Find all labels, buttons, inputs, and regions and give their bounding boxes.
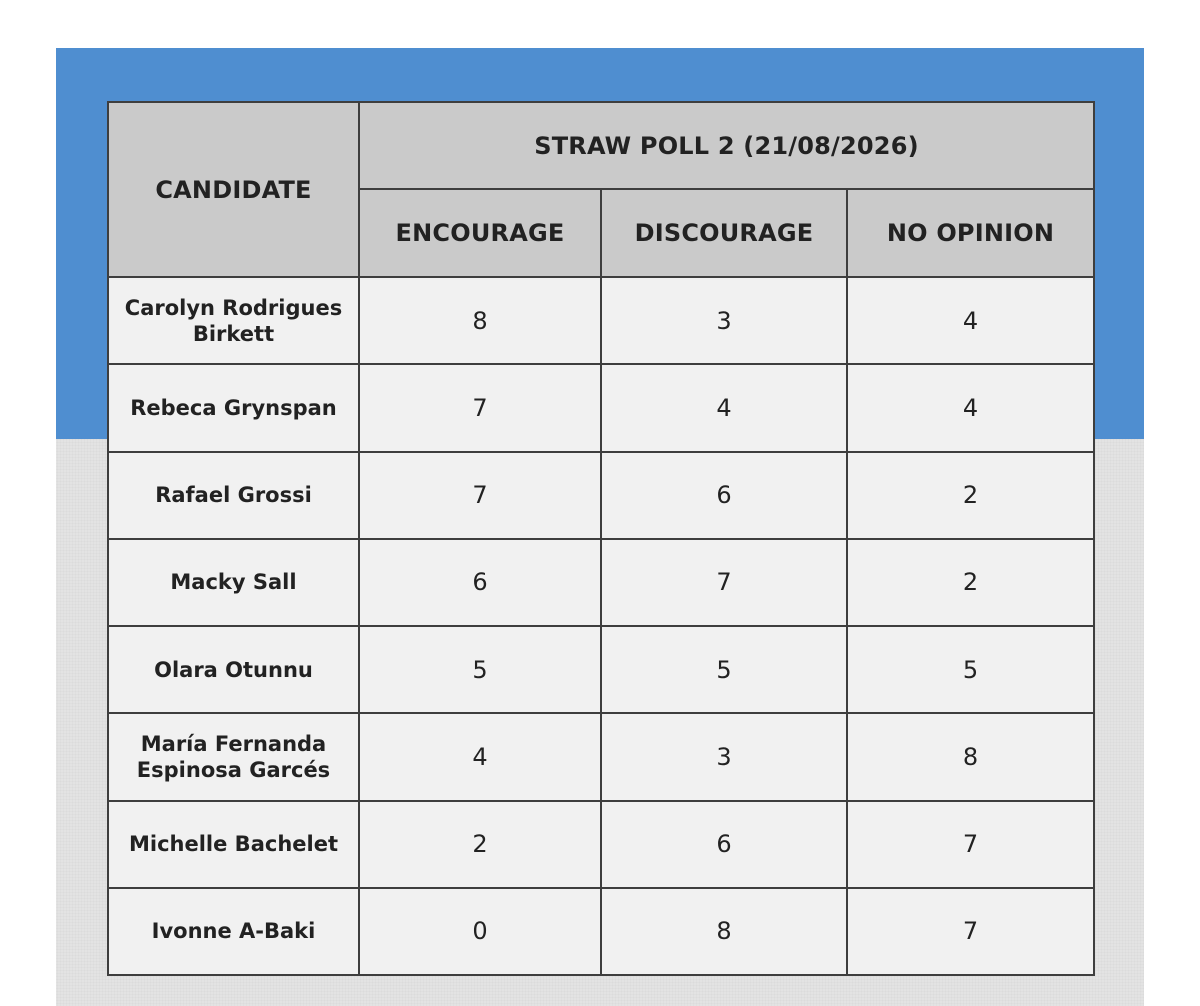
- candidate-name: Ivonne A-Baki: [108, 888, 359, 975]
- no-opinion-count: 4: [847, 277, 1094, 364]
- discourage-count: 8: [601, 888, 847, 975]
- no-opinion-count: 7: [847, 888, 1094, 975]
- discourage-count: 6: [601, 452, 847, 539]
- poll-header: STRAW POLL 2 (21/08/2026): [359, 102, 1094, 189]
- table-row: [108, 626, 1094, 713]
- table-row: [108, 888, 1094, 975]
- no-opinion-count: 4: [847, 364, 1094, 451]
- column-header-no-opinion: NO OPINION: [847, 189, 1094, 277]
- encourage-count: 6: [359, 539, 601, 626]
- table-row: [108, 452, 1094, 539]
- candidate-name: Rebeca Grynspan: [108, 364, 359, 451]
- encourage-count: 8: [359, 277, 601, 364]
- candidate-name: Carolyn Rodrigues Birkett: [108, 277, 359, 364]
- candidate-name: Rafael Grossi: [108, 452, 359, 539]
- encourage-count: 7: [359, 452, 601, 539]
- candidate-header: CANDIDATE: [108, 102, 359, 277]
- column-header-discourage: DISCOURAGE: [601, 189, 847, 277]
- encourage-count: 4: [359, 713, 601, 800]
- candidate-name: Michelle Bachelet: [108, 801, 359, 888]
- discourage-count: 5: [601, 626, 847, 713]
- table-row: [108, 539, 1094, 626]
- discourage-count: 7: [601, 539, 847, 626]
- discourage-count: 4: [601, 364, 847, 451]
- table-row: [108, 364, 1094, 451]
- encourage-count: 7: [359, 364, 601, 451]
- encourage-count: 0: [359, 888, 601, 975]
- discourage-count: 3: [601, 713, 847, 800]
- table-row: [108, 277, 1094, 364]
- straw-poll-table: [107, 101, 1095, 976]
- no-opinion-count: 2: [847, 452, 1094, 539]
- candidate-name: Macky Sall: [108, 539, 359, 626]
- discourage-count: 3: [601, 277, 847, 364]
- table-row: [108, 801, 1094, 888]
- no-opinion-count: 7: [847, 801, 1094, 888]
- candidate-name: Olara Otunnu: [108, 626, 359, 713]
- header-row-top: [108, 102, 1094, 189]
- encourage-count: 2: [359, 801, 601, 888]
- no-opinion-count: 8: [847, 713, 1094, 800]
- no-opinion-count: 5: [847, 626, 1094, 713]
- column-header-encourage: ENCOURAGE: [359, 189, 601, 277]
- encourage-count: 5: [359, 626, 601, 713]
- table-row: [108, 713, 1094, 800]
- no-opinion-count: 2: [847, 539, 1094, 626]
- candidate-name: María Fernanda Espinosa Garcés: [108, 713, 359, 800]
- discourage-count: 6: [601, 801, 847, 888]
